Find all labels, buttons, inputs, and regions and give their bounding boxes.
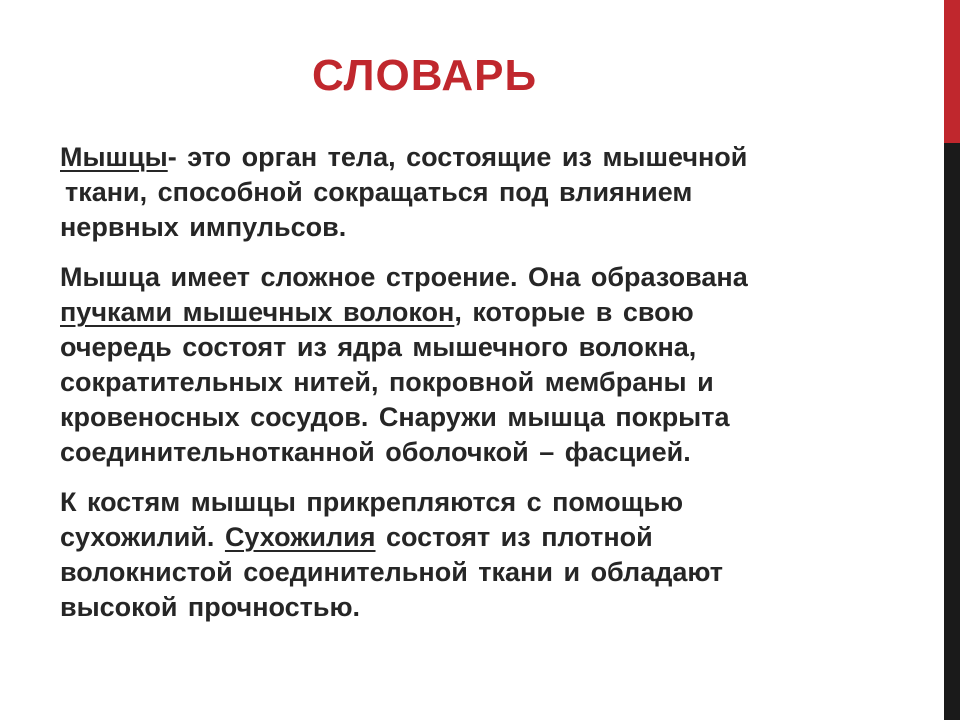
text-line: сократительных нитей, покровной мембраны и bbox=[60, 367, 714, 397]
side-accent-bar bbox=[944, 0, 960, 720]
slide-title: СЛОВАРЬ bbox=[312, 51, 538, 100]
text-fragment: состоят из плотной bbox=[375, 522, 653, 552]
paragraph-muscle-structure bbox=[60, 260, 905, 470]
text-line: ткани, способной сокращаться под влиянием bbox=[65, 177, 693, 207]
text-fragment: , которые в свою bbox=[454, 297, 694, 327]
text-line: нервных импульсов. bbox=[60, 212, 347, 242]
side-bar-black-segment bbox=[944, 143, 960, 720]
slide-body bbox=[60, 140, 905, 640]
term-muscle-fiber-bundles: пучками мышечных волокон bbox=[60, 297, 455, 327]
text-line bbox=[60, 520, 905, 555]
term-tendons: Сухожилия bbox=[224, 522, 376, 552]
paragraph-muscles-definition bbox=[60, 140, 905, 245]
paragraph-tendons bbox=[60, 485, 905, 625]
text-line: волокнистой соединительной ткани и обладают bbox=[60, 557, 723, 587]
side-bar-red-segment bbox=[944, 0, 960, 143]
text-line: высокой прочностью. bbox=[60, 592, 361, 622]
text-line: кровеносных сосудов. Снаружи мышца покрыта bbox=[60, 402, 730, 432]
text-line: очередь состоят из ядра мышечного волокна, bbox=[60, 332, 697, 362]
term-muscles: Мышцы bbox=[60, 142, 168, 172]
text-line: соединительнотканной оболочкой – фасцией. bbox=[60, 437, 691, 467]
text-fragment: - это орган тела, состоящие из мышечной bbox=[167, 142, 748, 172]
text-line: Мышца имеет сложное строение. Она образована bbox=[60, 262, 748, 292]
text-line bbox=[60, 295, 905, 330]
text-fragment: сухожилий. bbox=[60, 522, 225, 552]
text-line bbox=[60, 140, 905, 175]
text-line: К костям мышцы прикрепляются с помощью bbox=[60, 487, 684, 517]
